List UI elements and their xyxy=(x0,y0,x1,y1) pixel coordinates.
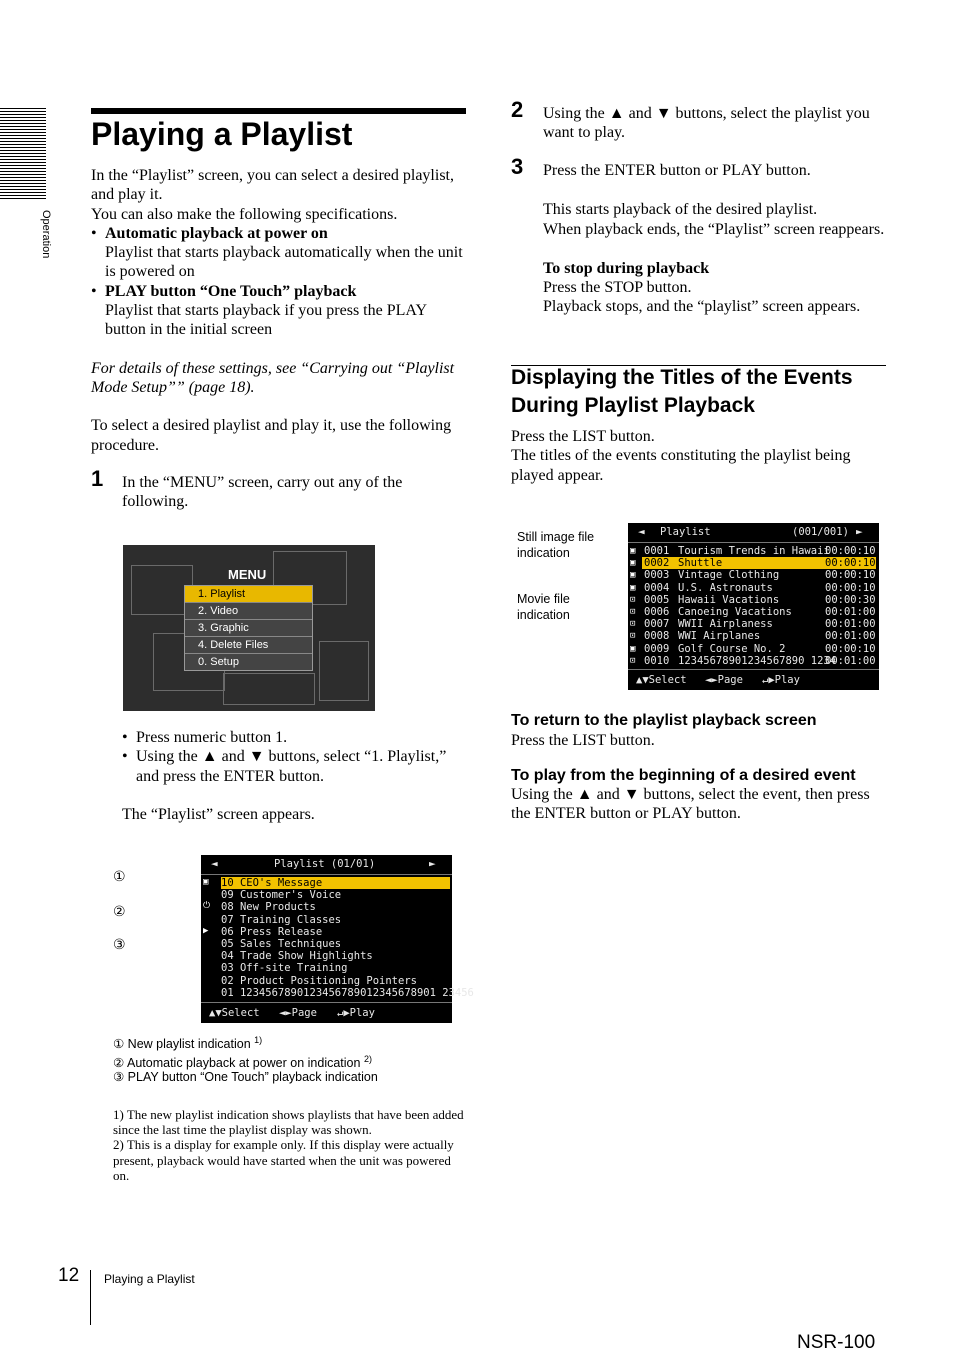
event-row[interactable] xyxy=(642,655,876,667)
section-tab-marker xyxy=(0,108,46,200)
subheading: To play from the beginning of a desired event xyxy=(511,767,856,784)
event-title: U.S. Astronauts xyxy=(678,581,773,594)
intro-block xyxy=(91,166,467,455)
event-duration: 00:00:30 xyxy=(825,593,876,606)
section-title: Displaying the Titles of the Events During Playlist Playback xyxy=(511,366,853,417)
playlist-row[interactable]: 07 Training Classes xyxy=(221,913,342,926)
subheading: To stop during playback xyxy=(543,259,710,277)
step3-block xyxy=(543,161,888,317)
page-left-icon: ◄ xyxy=(638,525,645,538)
instruction: Playback stops, and the “playlist” screen appears. xyxy=(543,298,861,316)
intro-paragraph: To select a desired playlist and play it, use the following procedure. xyxy=(91,417,452,454)
event-title: Tourism Trends in Hawaii xyxy=(678,545,830,557)
event-number: 0002 xyxy=(644,557,670,570)
section-paragraph: The titles of the events constituting the playlist being played appear. xyxy=(511,447,851,484)
bullet-body: Playlist that starts playback if you press the PLAY button in the initial screen xyxy=(105,302,427,339)
legend-item: ① New playlist indication $^{1)}$ xyxy=(113,1035,263,1052)
select-hint: ▲▼Select xyxy=(209,1007,260,1019)
event-title: Canoeing Vacations xyxy=(678,606,792,618)
step1-options xyxy=(122,728,462,824)
event-list-screenshot xyxy=(628,523,879,690)
step-text: Using the ▲ and ▼ buttons, select the playlist you want to play. xyxy=(543,105,870,142)
bullet-heading: Automatic playback at power on xyxy=(105,224,328,242)
event-title: Vintage Clothing xyxy=(678,569,780,582)
event-title: WWII Airplaness xyxy=(678,618,773,631)
menu-item-graphic[interactable]: 3. Graphic xyxy=(185,620,312,637)
playlist-row[interactable]: 05 Sales Techniques xyxy=(221,938,342,950)
event-duration: 00:00:10 xyxy=(825,581,876,594)
event-number: 0003 xyxy=(644,569,670,582)
callout-marker: ② xyxy=(113,903,126,919)
event-title: Hawaii Vacations xyxy=(678,593,780,606)
event-header-count: (001/001) xyxy=(792,526,849,538)
playlist-row[interactable]: 10 CEO's Message xyxy=(221,877,450,889)
step-text: Press the ENTER button or PLAY button. xyxy=(543,162,811,179)
event-row[interactable] xyxy=(642,643,876,655)
event-row[interactable] xyxy=(642,582,876,594)
event-number: 0005 xyxy=(644,593,670,606)
intro-paragraph: In the “Playlist” screen, you can select a desired playlist, and play it. xyxy=(91,167,454,204)
menu-item-playlist[interactable]: 1. Playlist xyxy=(185,586,312,603)
event-row[interactable] xyxy=(642,630,876,642)
still-image-icon: ▣ xyxy=(630,570,636,581)
event-duration: 00:01:00 xyxy=(825,606,876,618)
event-duration: 00:01:00 xyxy=(825,618,876,631)
play-hint: ↵▶Play xyxy=(762,674,800,686)
playlist-header: Playlist (01/01) xyxy=(274,858,376,870)
event-row[interactable] xyxy=(642,545,876,557)
playlist-row[interactable]: 09 Customer's Voice xyxy=(221,889,342,902)
power-on-icon: ⏻ xyxy=(203,901,211,911)
instruction: Press the STOP button. xyxy=(543,279,692,297)
still-image-icon: ▣ xyxy=(630,558,636,569)
step-text: In the “MENU” screen, carry out any of the following. xyxy=(122,474,403,511)
bullet-item: • Using the ▲ and ▼ buttons, select “1. Playlist,” and press the ENTER button. xyxy=(122,748,447,785)
step-result: This starts playback of the desired playlist. xyxy=(543,201,818,219)
event-row[interactable] xyxy=(642,606,876,618)
movie-file-label: Movie file indication xyxy=(517,592,570,622)
page-number: 12 xyxy=(58,1265,80,1286)
section-body xyxy=(511,427,887,485)
page-hint: ◄►Page xyxy=(279,1007,317,1019)
bullet-body: Playlist that starts playback automatically when the unit is powered on xyxy=(105,244,463,281)
bullet-item: • PLAY button “One Touch” playback Playlist that starts playback if you press the PLAY button in the initial screen xyxy=(91,282,467,340)
menu-item-setup[interactable]: 0. Setup xyxy=(198,656,239,668)
running-title: Playing a Playlist xyxy=(104,1272,195,1286)
bullet-heading: PLAY button “One Touch” playback xyxy=(105,282,357,300)
play-hint: ↵▶Play xyxy=(337,1007,375,1019)
page-title: Playing a Playlist xyxy=(91,116,353,152)
menu-list xyxy=(184,585,313,671)
subheading: To return to the playlist playback screen xyxy=(511,712,817,729)
instruction: Using the ▲ and ▼ buttons, select the event, then press the ENTER button or PLAY button. xyxy=(511,786,870,823)
intro-paragraph: You can also make the following specifications. xyxy=(91,205,398,223)
still-image-label: Still image file indication xyxy=(517,530,595,560)
page-right-icon: ► xyxy=(856,525,863,538)
event-number: 0010 xyxy=(644,654,670,667)
footnote: 2) This is a display for example only. If this display were actually present, playback would have started when the unit was powered on. xyxy=(113,1137,454,1183)
footer-divider xyxy=(90,1270,91,1325)
event-duration: 00:00:10 xyxy=(825,545,876,557)
event-row[interactable] xyxy=(642,557,876,569)
event-duration: 00:00:10 xyxy=(825,557,876,570)
event-duration: 00:01:00 xyxy=(825,630,876,643)
step-result: The “Playlist” screen appears. xyxy=(122,805,315,823)
page-left-icon: ◄ xyxy=(211,857,218,870)
step-result: When playback ends, the “Playlist” screen reappears. xyxy=(543,220,885,238)
select-hint: ▲▼Select xyxy=(636,674,687,686)
instruction: Press the LIST button. xyxy=(511,732,655,749)
event-duration: 00:00:10 xyxy=(825,642,876,655)
movie-file-icon: ⊡ xyxy=(630,594,636,605)
new-playlist-icon: ▣ xyxy=(203,877,209,887)
page-right-icon: ► xyxy=(429,857,436,870)
event-number: 0008 xyxy=(644,630,670,643)
model-name: NSR-100 xyxy=(797,1332,876,1351)
event-row[interactable] xyxy=(642,618,876,630)
movie-file-icon: ⊡ xyxy=(630,607,636,617)
event-title: 12345678901234567890 1234 xyxy=(678,654,837,667)
playlist-row[interactable]: 01 1234567890123456789012345678901 23456 xyxy=(221,986,474,999)
event-duration: 00:00:10 xyxy=(825,569,876,582)
legend-item: ② Automatic playback at power on indication $^{2)}$ xyxy=(113,1053,372,1070)
event-title: WWI Airplanes xyxy=(678,630,761,643)
event-title: Shuttle xyxy=(678,557,723,570)
movie-file-icon: ⊡ xyxy=(630,655,636,666)
legend-item: ③ PLAY button “One Touch” playback indication xyxy=(113,1070,378,1085)
menu-item-delete-files[interactable]: 4. Delete Files xyxy=(185,637,312,654)
bullet-item: • Automatic playback at power on Playlist that starts playback automatically when the unit is powered on xyxy=(91,224,467,282)
movie-file-icon: ⊡ xyxy=(630,619,636,630)
playlist-row[interactable]: 08 New Products xyxy=(221,901,316,914)
event-row[interactable] xyxy=(642,569,876,581)
still-image-icon: ▣ xyxy=(630,582,636,593)
step-number: 2 xyxy=(511,97,524,122)
event-row[interactable] xyxy=(642,594,876,606)
menu-screenshot xyxy=(123,545,375,711)
menu-title: MENU xyxy=(228,567,267,582)
title-rule xyxy=(91,108,466,114)
event-header-title: Playlist xyxy=(660,526,711,538)
one-touch-play-icon: ▶ xyxy=(203,926,209,936)
callout-marker: ③ xyxy=(113,936,126,952)
event-number: 0001 xyxy=(644,545,670,557)
event-number: 0009 xyxy=(644,642,670,655)
reference-note: For details of these settings, see “Carrying out “Playlist Mode Setup”” (page 18). xyxy=(91,359,455,396)
event-number: 0007 xyxy=(644,618,670,631)
playlist-row[interactable]: 03 Off-site Training xyxy=(221,962,348,975)
playlist-row[interactable]: 06 Press Release xyxy=(221,925,323,938)
event-duration: 00:01:00 xyxy=(825,654,876,667)
menu-item-video[interactable]: 2. Video xyxy=(185,603,312,620)
playlist-screenshot xyxy=(201,855,474,1023)
event-title: Golf Course No. 2 xyxy=(678,642,786,655)
playlist-row[interactable]: 04 Trade Show Highlights xyxy=(221,950,373,963)
step-number: 3 xyxy=(511,154,524,179)
footnotes xyxy=(113,1107,469,1183)
event-number: 0006 xyxy=(644,606,670,618)
page-hint: ◄►Page xyxy=(705,674,743,686)
section-paragraph: Press the LIST button. xyxy=(511,428,655,445)
callout-marker: ① xyxy=(113,868,126,884)
step-number: 1 xyxy=(91,466,104,491)
footnote: 1) The new playlist indication shows playlists that have been added since the last time the playlist display was shown. xyxy=(113,1107,464,1138)
screen-legend xyxy=(113,1033,473,1085)
movie-file-icon: ⊡ xyxy=(630,631,636,642)
still-image-icon: ▣ xyxy=(630,643,636,654)
playlist-row[interactable]: 02 Product Positioning Pointers xyxy=(221,974,417,987)
section-tab-label: Operation xyxy=(40,210,52,259)
still-image-icon: ▣ xyxy=(630,546,636,556)
event-number: 0004 xyxy=(644,581,670,594)
bullet-item: • Press numeric button 1. xyxy=(122,729,288,746)
